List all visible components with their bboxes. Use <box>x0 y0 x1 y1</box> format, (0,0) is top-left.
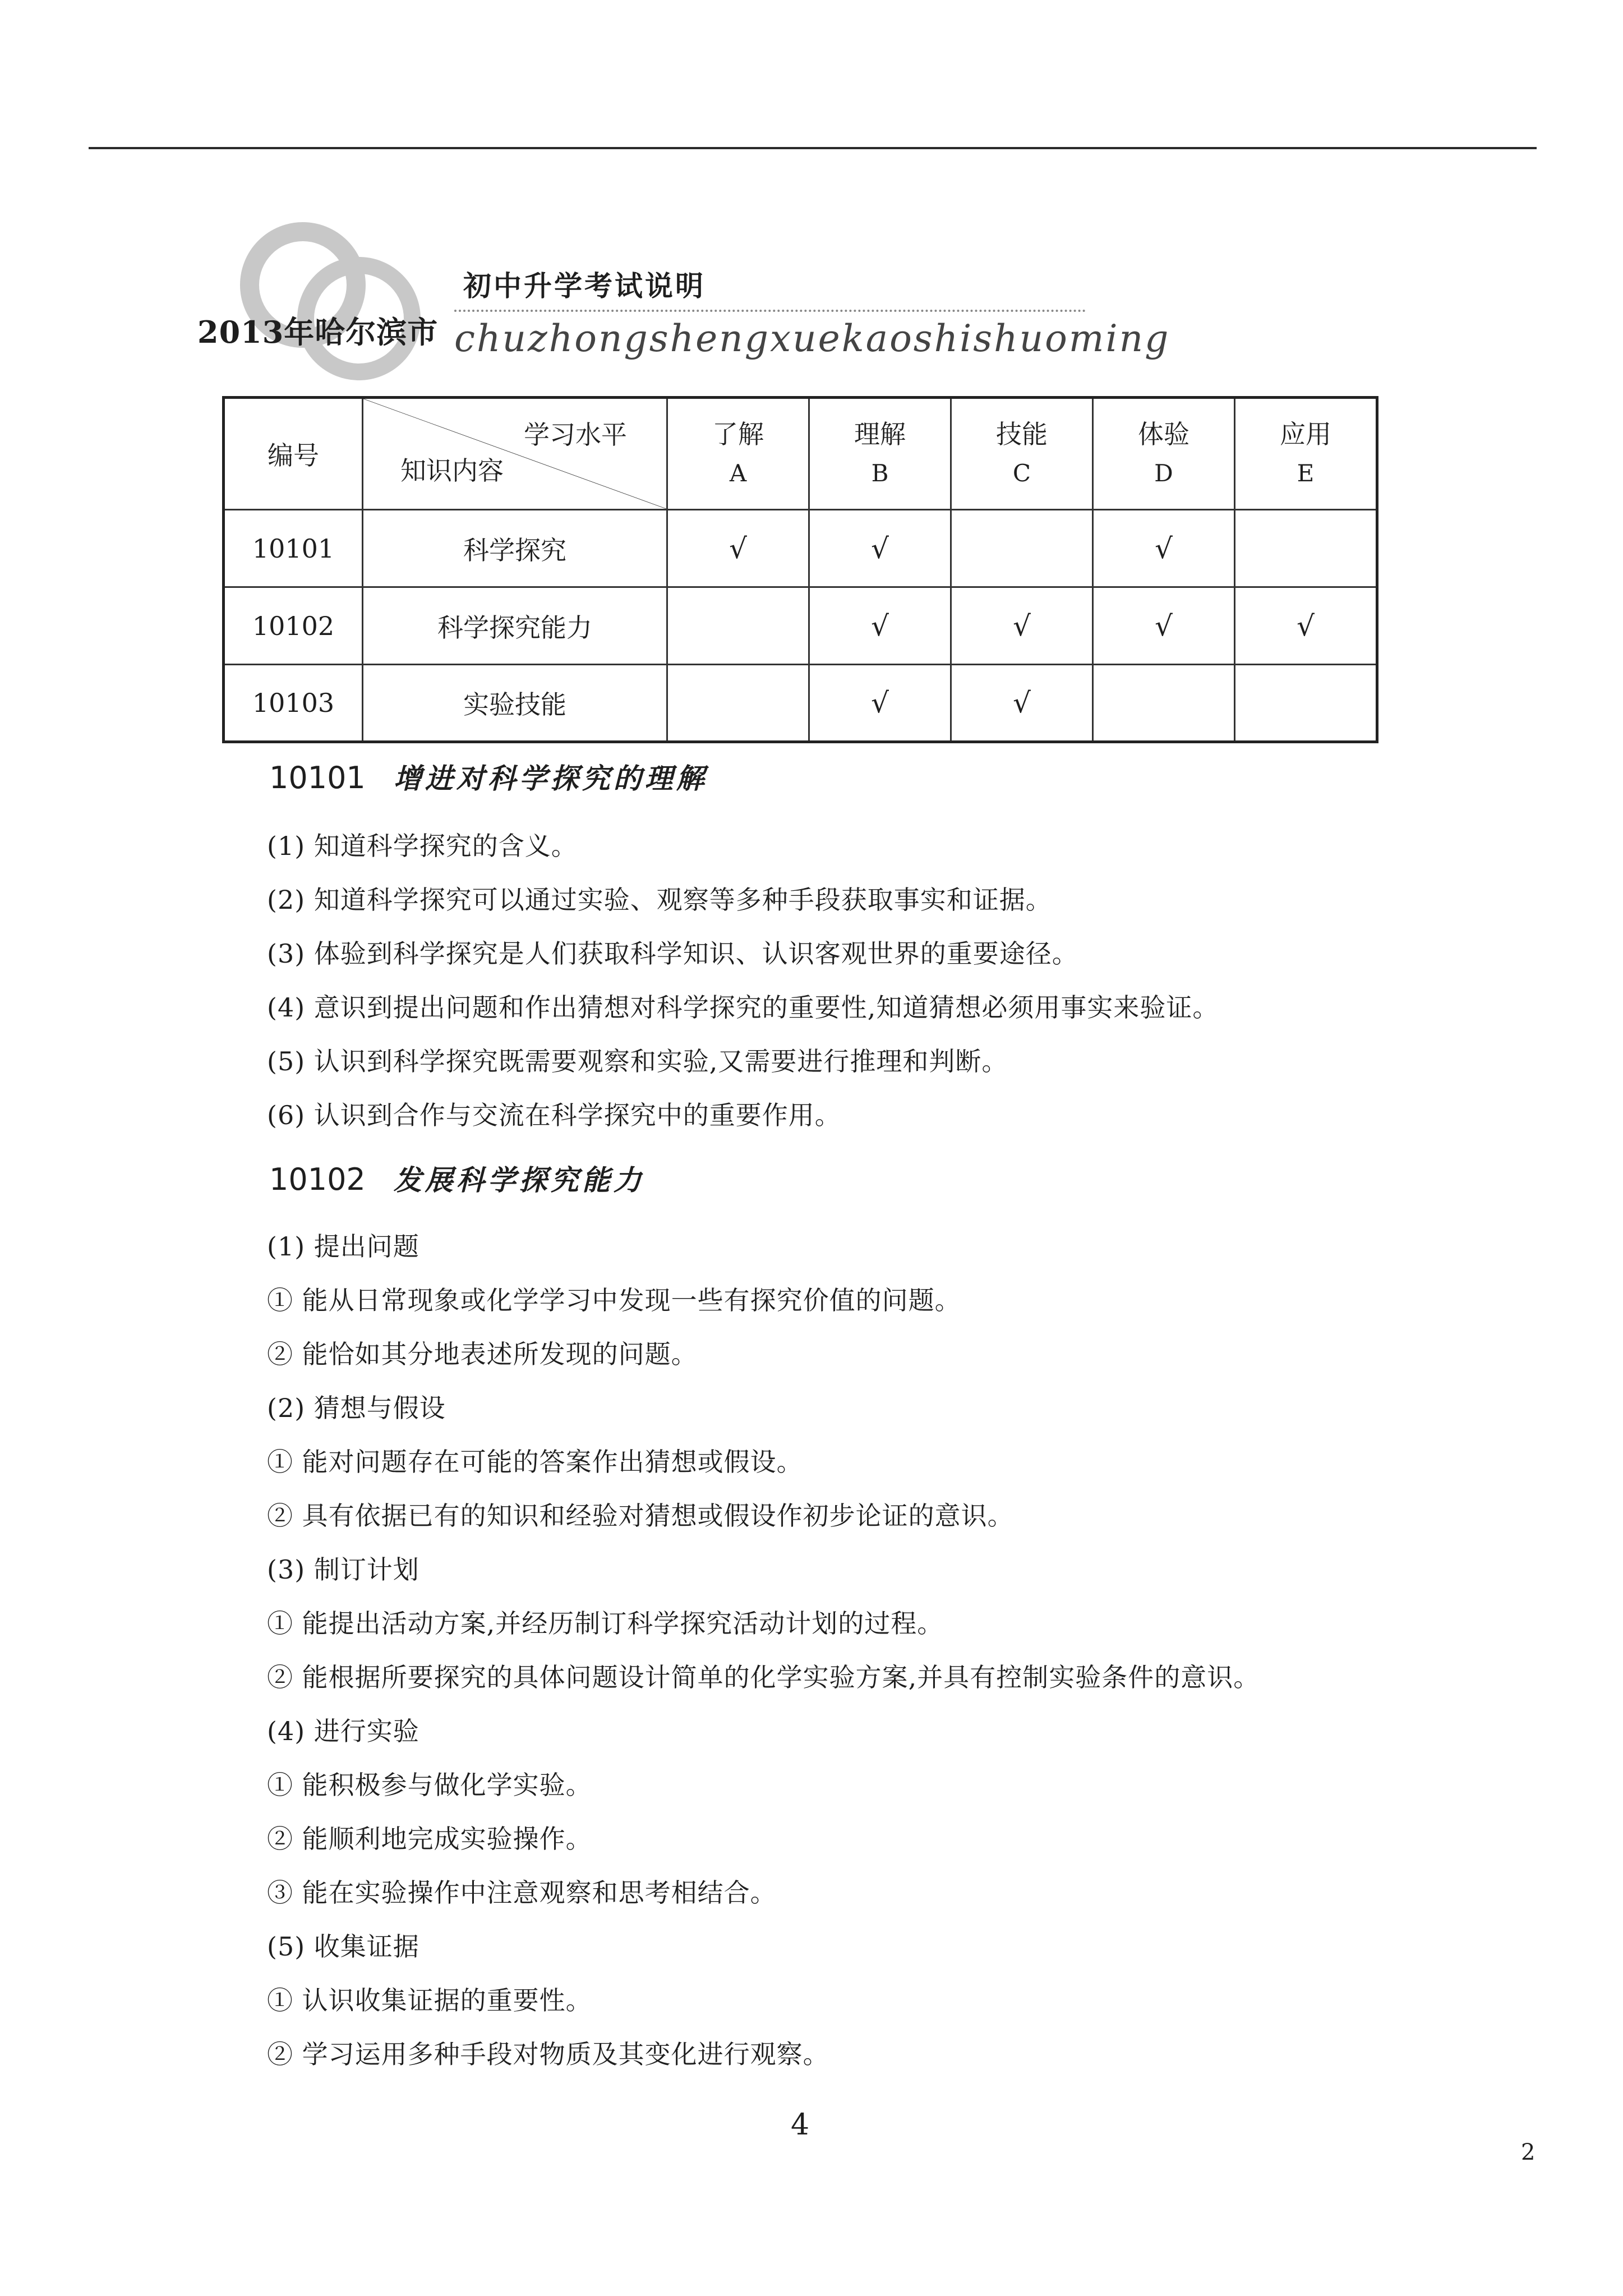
check-mark <box>667 665 809 742</box>
check-mark <box>1093 665 1235 742</box>
level-header-e <box>1235 398 1377 510</box>
list-item: ① 能从日常现象或化学学习中发现一些有探究价值的问题。 <box>267 1285 961 1315</box>
section-number: 10102 <box>269 1162 366 1197</box>
list-item: (3) 体验到科学探究是人们获取科学知识、认识客观世界的重要途径。 <box>267 938 1078 969</box>
list-item: ① 能积极参与做化学实验。 <box>267 1770 592 1800</box>
check-mark: √ <box>809 665 951 742</box>
list-item: ① 认识收集证据的重要性。 <box>267 1985 592 2016</box>
list-item: ① 能提出活动方案,并经历制订科学探究活动计划的过程。 <box>267 1608 944 1639</box>
list-item: (3) 制订计划 <box>267 1554 419 1585</box>
check-mark <box>1235 665 1377 742</box>
list-item: ② 能恰如其分地表述所发现的问题。 <box>267 1339 698 1369</box>
row-content: 实验技能 <box>363 665 667 742</box>
list-item: ② 能根据所要探究的具体问题设计简单的化学实验方案,并具有控制实验条件的意识。 <box>267 1662 1260 1692</box>
list-item: (1) 知道科学探究的含义。 <box>267 831 578 861</box>
list-item: ② 学习运用多种手段对物质及其变化进行观察。 <box>267 2039 829 2069</box>
header-year-city: 2013年哈尔滨市 <box>197 314 439 350</box>
list-item: (6) 认识到合作与交流在科学探究中的重要作用。 <box>267 1100 841 1130</box>
section-number: 10101 <box>269 760 366 795</box>
table-header-row <box>224 398 1377 510</box>
level-header-c <box>951 398 1093 510</box>
row-code: 10102 <box>224 587 363 665</box>
learning-level-table <box>222 396 1378 743</box>
corner-mark: 2 <box>1521 2139 1536 2165</box>
row-content: 科学探究能力 <box>363 587 667 665</box>
table-row <box>224 510 1377 587</box>
content-axis-label: 知识内容 <box>400 455 504 486</box>
page-number: 4 <box>791 2108 810 2142</box>
list-item: (5) 收集证据 <box>267 1931 419 1962</box>
section-heading-10101 <box>269 756 708 797</box>
section-title: 发展科学探究能力 <box>393 1164 645 1197</box>
table-row <box>224 587 1377 665</box>
row-code: 10103 <box>224 665 363 742</box>
header-title: 初中升学考试说明 <box>463 270 706 302</box>
check-mark <box>1235 510 1377 587</box>
list-item: (5) 认识到科学探究既需要观察和实验,又需要进行推理和判断。 <box>267 1046 1008 1076</box>
level-header-b <box>809 398 951 510</box>
level-letter: A <box>729 459 747 487</box>
check-mark: √ <box>1235 587 1377 665</box>
section-heading-10102 <box>269 1158 645 1198</box>
check-mark: √ <box>951 665 1093 742</box>
level-header-a <box>667 398 809 510</box>
section-title: 增进对科学探究的理解 <box>393 762 708 795</box>
level-name: 了解 <box>712 419 764 449</box>
list-item: (4) 进行实验 <box>267 1716 419 1746</box>
level-name: 理解 <box>854 419 906 449</box>
header-pinyin: chuzhongshengxuekaoshishuoming <box>454 317 1170 360</box>
list-item: ③ 能在实验操作中注意观察和思考相结合。 <box>267 1878 777 1908</box>
list-item: (4) 意识到提出问题和作出猜想对科学探究的重要性,知道猜想必须用事实来验证。 <box>267 992 1219 1023</box>
list-item: ① 能对问题存在可能的答案作出猜想或假设。 <box>267 1447 803 1477</box>
table-row <box>224 665 1377 742</box>
level-letter: C <box>1012 459 1031 487</box>
list-item: (2) 猜想与假设 <box>267 1393 446 1423</box>
list-item: ② 能顺利地完成实验操作。 <box>267 1824 592 1854</box>
level-name: 技能 <box>996 419 1048 449</box>
code-header: 编号 <box>224 398 363 510</box>
top-rule <box>89 147 1537 149</box>
check-mark: √ <box>667 510 809 587</box>
row-code: 10101 <box>224 510 363 587</box>
check-mark: √ <box>809 510 951 587</box>
header-dotted-rule <box>454 310 1086 312</box>
check-mark: √ <box>1093 510 1235 587</box>
header-decoration-rings <box>230 212 437 397</box>
diagonal-header-cell <box>363 398 667 510</box>
level-letter: E <box>1297 459 1315 487</box>
level-name: 体验 <box>1138 419 1189 449</box>
level-letter: B <box>871 459 889 487</box>
level-header-d <box>1093 398 1235 510</box>
level-axis-label: 学习水平 <box>524 420 627 450</box>
list-item: (1) 提出问题 <box>267 1231 419 1262</box>
row-content: 科学探究 <box>363 510 667 587</box>
list-item: ② 具有依据已有的知识和经验对猜想或假设作初步论证的意识。 <box>267 1501 1014 1531</box>
check-mark: √ <box>951 587 1093 665</box>
check-mark: √ <box>809 587 951 665</box>
level-name: 应用 <box>1280 419 1331 449</box>
list-item: (2) 知道科学探究可以通过实验、观察等多种手段获取事实和证据。 <box>267 885 1052 915</box>
check-mark <box>667 587 809 665</box>
check-mark <box>951 510 1093 587</box>
level-letter: D <box>1154 459 1173 487</box>
check-mark: √ <box>1093 587 1235 665</box>
